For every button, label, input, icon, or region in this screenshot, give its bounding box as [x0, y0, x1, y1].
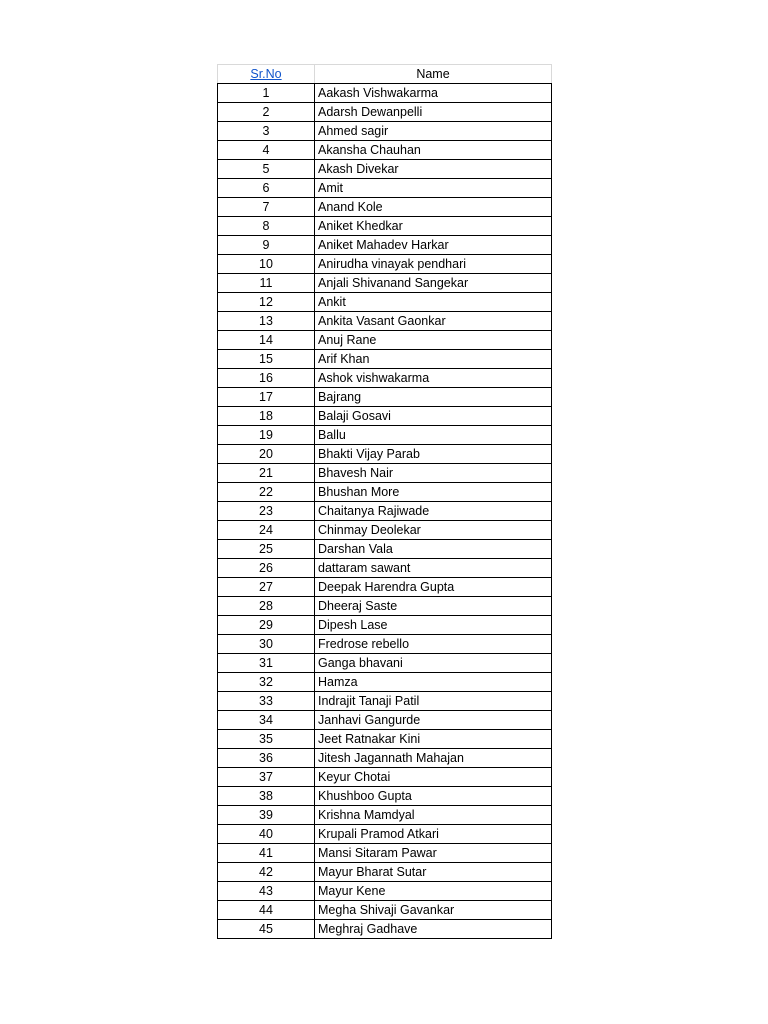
table-row [218, 616, 552, 635]
name-cell: Chinmay Deolekar [315, 521, 552, 540]
name-cell: Chaitanya Rajiwade [315, 502, 552, 521]
table-row [218, 559, 552, 578]
table-body [218, 84, 552, 939]
table-row [218, 711, 552, 730]
table-row [218, 426, 552, 445]
table-row [218, 388, 552, 407]
sr-no-cell: 25 [218, 540, 315, 559]
name-cell: Akash Divekar [315, 160, 552, 179]
table-row [218, 236, 552, 255]
table-row [218, 730, 552, 749]
table-row [218, 274, 552, 293]
table-row [218, 483, 552, 502]
sr-no-cell: 26 [218, 559, 315, 578]
table-row [218, 806, 552, 825]
table-row [218, 407, 552, 426]
sr-no-cell: 11 [218, 274, 315, 293]
sr-no-cell: 17 [218, 388, 315, 407]
sr-no-cell: 6 [218, 179, 315, 198]
table-row [218, 882, 552, 901]
table-row [218, 692, 552, 711]
table-row [218, 179, 552, 198]
name-cell: Aniket Mahadev Harkar [315, 236, 552, 255]
name-cell: Anand Kole [315, 198, 552, 217]
sr-no-cell: 33 [218, 692, 315, 711]
name-cell: Darshan Vala [315, 540, 552, 559]
sr-no-cell: 40 [218, 825, 315, 844]
table-row [218, 825, 552, 844]
sr-no-cell: 24 [218, 521, 315, 540]
table-row [218, 369, 552, 388]
sr-no-cell: 19 [218, 426, 315, 445]
sr-no-cell: 35 [218, 730, 315, 749]
table-row [218, 578, 552, 597]
table-row [218, 141, 552, 160]
name-cell: dattaram sawant [315, 559, 552, 578]
name-cell: Ahmed sagir [315, 122, 552, 141]
table-row [218, 844, 552, 863]
name-cell: Ganga bhavani [315, 654, 552, 673]
name-cell: Bajrang [315, 388, 552, 407]
table-row [218, 521, 552, 540]
sr-no-cell: 4 [218, 141, 315, 160]
sr-no-cell: 28 [218, 597, 315, 616]
name-cell: Amit [315, 179, 552, 198]
header-row [218, 65, 552, 84]
name-cell: Dipesh Lase [315, 616, 552, 635]
name-cell: Hamza [315, 673, 552, 692]
name-cell: Krupali Pramod Atkari [315, 825, 552, 844]
name-cell: Ankit [315, 293, 552, 312]
table-row [218, 198, 552, 217]
sr-no-cell: 36 [218, 749, 315, 768]
name-cell: Anuj Rane [315, 331, 552, 350]
name-cell: Aniket Khedkar [315, 217, 552, 236]
table-row [218, 673, 552, 692]
table-row [218, 901, 552, 920]
sr-no-cell: 38 [218, 787, 315, 806]
table-row [218, 160, 552, 179]
sr-no-link[interactable]: Sr.No [250, 67, 282, 81]
name-cell: Akansha Chauhan [315, 141, 552, 160]
table-row [218, 331, 552, 350]
table-row [218, 122, 552, 141]
table-row [218, 84, 552, 103]
sr-no-cell: 27 [218, 578, 315, 597]
sr-no-cell: 30 [218, 635, 315, 654]
sr-no-cell: 39 [218, 806, 315, 825]
table-row [218, 312, 552, 331]
sr-no-cell: 44 [218, 901, 315, 920]
sr-no-cell: 21 [218, 464, 315, 483]
sr-no-cell: 3 [218, 122, 315, 141]
table-row [218, 749, 552, 768]
name-cell: Aakash Vishwakarma [315, 84, 552, 103]
table-row [218, 445, 552, 464]
name-cell: Indrajit Tanaji Patil [315, 692, 552, 711]
sr-no-cell: 41 [218, 844, 315, 863]
sr-no-cell: 1 [218, 84, 315, 103]
name-cell: Keyur Chotai [315, 768, 552, 787]
name-cell: Fredrose rebello [315, 635, 552, 654]
name-cell: Janhavi Gangurde [315, 711, 552, 730]
name-cell: Ankita Vasant Gaonkar [315, 312, 552, 331]
sr-no-cell: 16 [218, 369, 315, 388]
table-row [218, 217, 552, 236]
name-cell: Megha Shivaji Gavankar [315, 901, 552, 920]
sr-no-cell: 2 [218, 103, 315, 122]
sr-no-cell: 9 [218, 236, 315, 255]
name-cell: Ballu [315, 426, 552, 445]
sr-no-cell: 13 [218, 312, 315, 331]
name-cell: Anjali Shivanand Sangekar [315, 274, 552, 293]
sr-no-cell: 29 [218, 616, 315, 635]
sr-no-cell: 8 [218, 217, 315, 236]
sr-no-cell: 18 [218, 407, 315, 426]
sr-no-cell: 31 [218, 654, 315, 673]
table-row [218, 768, 552, 787]
name-cell: Ashok vishwakarma [315, 369, 552, 388]
sr-no-cell: 7 [218, 198, 315, 217]
participants-table [217, 64, 552, 939]
name-cell: Jitesh Jagannath Mahajan [315, 749, 552, 768]
sr-no-cell: 45 [218, 920, 315, 939]
table-row [218, 293, 552, 312]
table-row [218, 787, 552, 806]
name-cell: Arif Khan [315, 350, 552, 369]
table-row [218, 350, 552, 369]
table-row [218, 635, 552, 654]
table-row [218, 464, 552, 483]
name-cell: Mayur Bharat Sutar [315, 863, 552, 882]
table-row [218, 654, 552, 673]
name-cell: Bhavesh Nair [315, 464, 552, 483]
table-row [218, 502, 552, 521]
column-header-name: Name [315, 65, 552, 84]
sr-no-cell: 32 [218, 673, 315, 692]
sr-no-cell: 22 [218, 483, 315, 502]
table-row [218, 920, 552, 939]
column-header-sr-no[interactable] [218, 65, 315, 84]
name-cell: Meghraj Gadhave [315, 920, 552, 939]
sr-no-cell: 14 [218, 331, 315, 350]
name-cell: Bhushan More [315, 483, 552, 502]
name-cell: Khushboo Gupta [315, 787, 552, 806]
table-row [218, 540, 552, 559]
name-cell: Mayur Kene [315, 882, 552, 901]
name-cell: Jeet Ratnakar Kini [315, 730, 552, 749]
sr-no-cell: 20 [218, 445, 315, 464]
sr-no-cell: 5 [218, 160, 315, 179]
sr-no-cell: 43 [218, 882, 315, 901]
table-row [218, 255, 552, 274]
name-cell: Anirudha vinayak pendhari [315, 255, 552, 274]
table-row [218, 103, 552, 122]
table-row [218, 863, 552, 882]
participants-sheet [217, 64, 551, 939]
table-row [218, 597, 552, 616]
sr-no-cell: 42 [218, 863, 315, 882]
sr-no-cell: 23 [218, 502, 315, 521]
sr-no-cell: 15 [218, 350, 315, 369]
sr-no-cell: 10 [218, 255, 315, 274]
sr-no-cell: 12 [218, 293, 315, 312]
name-cell: Deepak Harendra Gupta [315, 578, 552, 597]
sr-no-cell: 37 [218, 768, 315, 787]
name-cell: Adarsh Dewanpelli [315, 103, 552, 122]
name-cell: Mansi Sitaram Pawar [315, 844, 552, 863]
name-cell: Bhakti Vijay Parab [315, 445, 552, 464]
sr-no-cell: 34 [218, 711, 315, 730]
name-cell: Dheeraj Saste [315, 597, 552, 616]
name-cell: Balaji Gosavi [315, 407, 552, 426]
name-cell: Krishna Mamdyal [315, 806, 552, 825]
